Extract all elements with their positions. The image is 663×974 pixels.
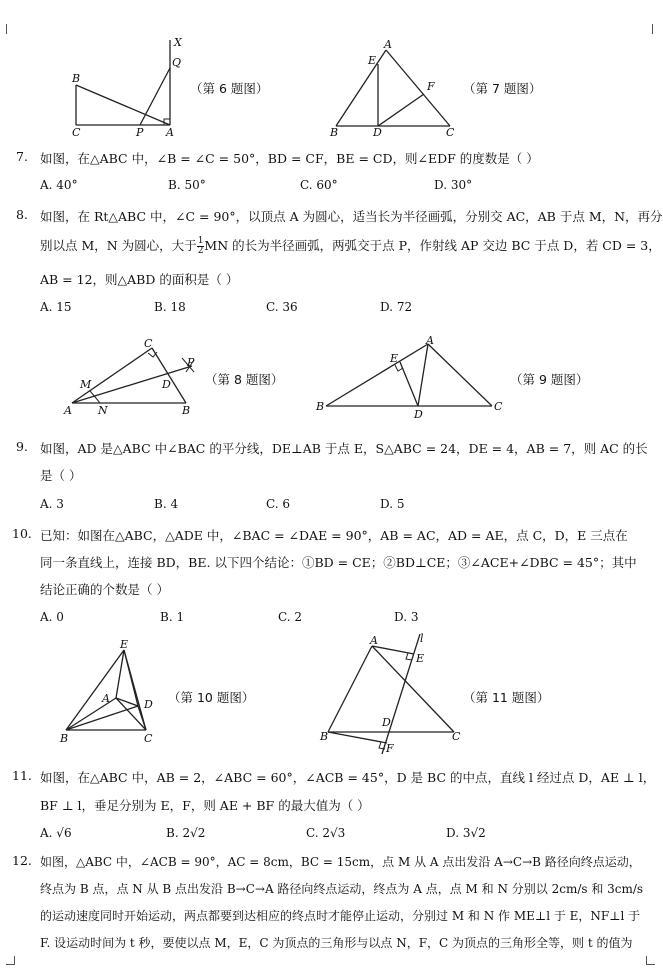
label-p: P — [187, 356, 195, 369]
label-a: A — [426, 334, 434, 347]
label-c: C — [72, 126, 81, 138]
question-11-line-2: BF ⊥ l，垂足分别为 E，F，则 AE + BF 的最大值为（ ） — [40, 798, 370, 813]
question-8-option-d: D. 72 — [380, 300, 413, 314]
label-e: E — [416, 652, 425, 665]
label-p: P — [136, 126, 144, 138]
question-7-text: 如图，在△ABC 中，∠B = ∠C = 50°，BD = CF，BE = CD，则∠EDF 的度数是（ ） — [40, 151, 539, 166]
question-9-line-1: 如图，AD 是△ABC 中∠BAC 的平分线，DE⊥AB 于点 E，S△ABC = 24，DE = 4，AB = 7，则 AC 的长 — [40, 441, 648, 456]
caption-fig-6: （第 6 题图） — [190, 81, 269, 96]
label-a: A — [384, 38, 392, 51]
question-7-number: 7. — [16, 149, 28, 164]
question-12-line-1: 如图，△ABC 中，∠ACB = 90°，AC = 8cm，BC = 15cm，点 M 从 A 点出发沿 A→C→B 路径向终点运动， — [40, 855, 641, 869]
figure-9 — [312, 334, 512, 424]
question-11-line-1: 如图，在△ABC 中，AB = 2，∠ABC = 60°，∠ACB = 45°，D 是 BC 的中点，直线 l 经过点 D，AE ⊥ l， — [40, 770, 656, 785]
label-b: B — [60, 732, 69, 745]
question-9-option-b: B. 4 — [154, 497, 179, 511]
question-11-option-b: B. 2√2 — [166, 826, 206, 840]
question-9-option-a: A. 3 — [40, 497, 64, 511]
label-b: B — [320, 730, 329, 743]
question-8-option-a: A. 15 — [40, 300, 72, 314]
caption-fig-11: （第 11 题图） — [463, 690, 550, 705]
figure-6 — [64, 30, 194, 138]
question-12-line-2: 终点为 B 点，点 N 从 B 点出发沿 B→C→A 路径向终点运动，终点为 A 点，点 M 和 N 分别以 2cm/s 和 3cm/s — [40, 882, 644, 896]
label-c: C — [446, 126, 455, 138]
question-12-line-4: F. 设运动时间为 t 秒，要使以点 M，E，C 为顶点的三角形与以点 N，F，C 为顶点的三角形全等，则 t 的值为 — [40, 936, 633, 950]
label-b: B — [330, 126, 339, 138]
question-10-option-d: D. 3 — [394, 610, 419, 624]
figure-10 — [52, 636, 172, 748]
question-7-option-a: A. 40° — [40, 178, 78, 192]
label-d: D — [144, 698, 153, 711]
question-8-line-3: AB = 12，则△ABD 的面积是（ ） — [40, 272, 239, 287]
crop-mark-bottom-left — [6, 956, 15, 965]
question-7-option-d: D. 30° — [434, 178, 473, 192]
question-11-number: 11. — [12, 768, 32, 783]
question-8-option-c: C. 36 — [266, 300, 298, 314]
question-9-option-d: D. 5 — [380, 497, 405, 511]
label-l: l — [420, 632, 424, 645]
label-b: B — [72, 72, 81, 85]
label-d: D — [382, 716, 391, 729]
question-8-line-2 — [40, 236, 661, 256]
label-e: E — [368, 54, 377, 67]
label-a: A — [64, 404, 72, 417]
figure-8 — [60, 336, 210, 420]
question-9-line-2: 是（ ） — [40, 468, 82, 483]
question-11-option-c: C. 2√3 — [306, 826, 346, 840]
label-n: N — [98, 404, 108, 417]
question-7-option-c: C. 60° — [300, 178, 338, 192]
figure-7 — [326, 36, 466, 138]
label-f: F — [386, 742, 394, 755]
question-9-number: 9. — [16, 439, 28, 454]
question-8-line-1: 如图，在 Rt△ABC 中，∠C = 90°，以顶点 A 为圆心，适当长为半径画弧，分别交 AC，AB 于点 M，N，再分 — [40, 209, 663, 224]
question-12-line-3: 的运动速度同时开始运动，两点都要到达相应的终点时才能停止运动，分别过 M 和 N 作 ME⊥l 于 E，NF⊥l 于 — [40, 909, 641, 923]
fraction-one-half: $\frac{1}{2}$ — [197, 236, 204, 256]
caption-fig-9: （第 9 题图） — [510, 372, 589, 387]
crop-mark-top-left — [6, 24, 7, 34]
label-q: Q — [172, 56, 182, 69]
question-12-number: 12. — [12, 853, 32, 868]
crop-mark-top-right — [652, 24, 653, 34]
question-9-option-c: C. 6 — [266, 497, 291, 511]
label-d: D — [414, 408, 423, 421]
label-e: E — [120, 638, 129, 651]
label-a: A — [370, 634, 378, 647]
label-m: M — [80, 378, 92, 391]
question-10-line-3: 结论正确的个数是（ ） — [40, 582, 169, 597]
caption-fig-7: （第 7 题图） — [463, 81, 542, 96]
label-d: D — [162, 378, 171, 391]
caption-fig-8: （第 8 题图） — [205, 372, 284, 387]
question-10-option-a: A. 0 — [40, 610, 64, 624]
label-d: D — [373, 126, 382, 138]
figure-11 — [316, 628, 472, 756]
question-10-line-2: 同一条直线上，连接 BD，BE. 以下四个结论：①BD = CE；②BD⊥CE；③∠ACE+∠DBC = 45°；其中 — [40, 555, 637, 570]
caption-fig-10: （第 10 题图） — [168, 690, 255, 705]
label-b: B — [182, 404, 191, 417]
label-c: C — [144, 337, 153, 350]
question-10-line-1: 已知：如图在△ABC，△ADE 中，∠BAC = ∠DAE = 90°，AB = AC，AD = AE，点 C，D，E 三点在 — [40, 528, 628, 543]
label-f: F — [427, 80, 435, 93]
question-10-number: 10. — [12, 526, 32, 541]
question-8-option-b: B. 18 — [154, 300, 186, 314]
label-b: B — [316, 400, 325, 413]
question-11-option-a: A. √6 — [40, 826, 72, 840]
question-8-line-2a: 别以点 M，N 为圆心，大于 — [40, 238, 197, 253]
question-8-line-2b: MN 的长为半径画弧，两弧交于点 P，作射线 AP 交边 BC 于点 D，若 CD = 3， — [204, 238, 661, 253]
label-e: E — [390, 352, 399, 365]
question-10-option-c: C. 2 — [278, 610, 303, 624]
question-11-option-d: D. 3√2 — [446, 826, 486, 840]
label-c: C — [494, 400, 503, 413]
question-8-number: 8. — [16, 207, 28, 222]
label-a: A — [102, 692, 110, 705]
question-7-option-b: B. 50° — [168, 178, 206, 192]
question-10-option-b: B. 1 — [160, 610, 185, 624]
label-a: A — [166, 126, 174, 138]
label-x: X — [174, 36, 182, 49]
label-c: C — [452, 730, 461, 743]
label-c: C — [144, 732, 153, 745]
crop-mark-bottom-right — [646, 956, 655, 965]
